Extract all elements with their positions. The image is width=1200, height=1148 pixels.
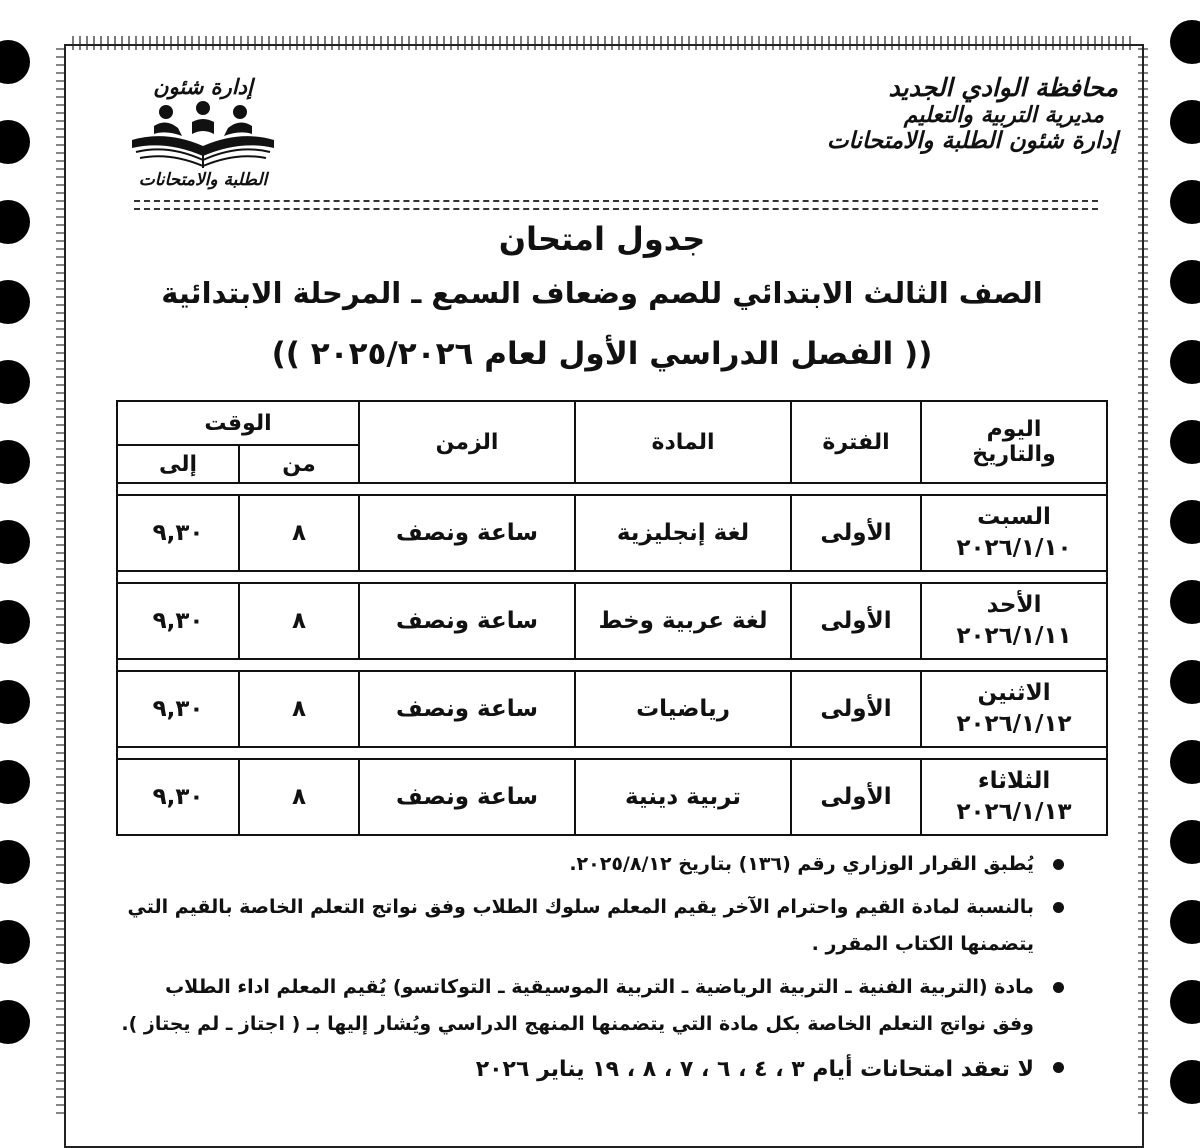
duration-cell: ساعة ونصف [359, 671, 575, 747]
from-time-cell: ٨ [239, 759, 359, 835]
note-item [120, 889, 1068, 963]
perforation-hole [0, 40, 30, 84]
to-time-cell: ٩,٣٠ [117, 495, 239, 571]
from-time-cell: ٨ [239, 583, 359, 659]
duration-cell: ساعة ونصف [359, 495, 575, 571]
divider-line [134, 200, 1098, 202]
perforation-hole [1170, 260, 1200, 304]
period-cell: الأولى [791, 495, 921, 571]
perforation-hole [1170, 100, 1200, 144]
day-date-cell [921, 671, 1107, 747]
day-date-cell [921, 583, 1107, 659]
perforation-hole [1170, 180, 1200, 224]
administration-logo [108, 74, 298, 198]
day-date-cell [921, 759, 1107, 835]
duration-cell: ساعة ونصف [359, 759, 575, 835]
day-name: السبت [977, 503, 1051, 530]
header-subject: المادة [575, 401, 791, 483]
note-text: لا تعقد امتحانات أيام ٣ ، ٤ ، ٦ ، ٧ ، ٨ ، ١٩ يناير ٢٠٢٦ [475, 1057, 1034, 1083]
perforation-hole [1170, 420, 1200, 464]
bullet-icon [1053, 982, 1064, 993]
perforation-hole [1170, 660, 1200, 704]
from-time-cell: ٨ [239, 495, 359, 571]
duration-cell: ساعة ونصف [359, 583, 575, 659]
open-book-icon [126, 100, 280, 172]
directorate-name: مديرية التربية والتعليم [903, 101, 1104, 128]
page-title: جدول امتحان [498, 220, 706, 258]
table-row [117, 759, 1107, 835]
day-name: الأحد [986, 591, 1042, 618]
header-from: من [239, 445, 359, 483]
perforation-hole [0, 440, 30, 484]
table-row [117, 583, 1107, 659]
subject-cell: لغة عربية وخط [575, 583, 791, 659]
bullet-icon [1053, 1062, 1064, 1073]
perforation-hole [1170, 900, 1200, 944]
row-separator [117, 571, 1107, 583]
header-day-label: اليوم [986, 417, 1042, 442]
day-name: الاثنين [977, 679, 1051, 706]
day-date-cell [921, 495, 1107, 571]
to-time-cell: ٩,٣٠ [117, 583, 239, 659]
perforation-hole [0, 840, 30, 884]
note-text: بالنسبة لمادة القيم واحترام الآخر يقيم المعلم سلوك الطلاب وفق نواتج التعلم الخاصة بالقيم التي يتضمنها الكتاب المقرر . [127, 896, 1034, 956]
to-time-cell: ٩,٣٠ [117, 671, 239, 747]
header-duration: الزمن [359, 401, 575, 483]
perforation-hole [0, 1000, 30, 1044]
header-period: الفترة [791, 401, 921, 483]
header-day-date [921, 401, 1107, 483]
separator-cell [117, 483, 1107, 495]
perforation-hole [1170, 20, 1200, 64]
perforation-hole [1170, 340, 1200, 384]
table-row [117, 671, 1107, 747]
exam-date: ٢٠٢٦/١/١٣ [956, 799, 1072, 825]
period-cell: الأولى [791, 759, 921, 835]
governorate-name: محافظة الوادي الجديد [888, 73, 1118, 102]
perforation-hole [1170, 740, 1200, 784]
header-time: الوقت [117, 401, 359, 445]
exam-date: ٢٠٢٦/١/١٢ [956, 711, 1072, 737]
logo-bottom-caption: الطلبة والامتحانات [138, 170, 268, 190]
from-time-cell: ٨ [239, 671, 359, 747]
bullet-icon [1053, 859, 1064, 870]
perforation-hole [0, 120, 30, 164]
perforation-hole [0, 280, 30, 324]
perforation-hole [1170, 820, 1200, 864]
exam-schedule-table [116, 400, 1108, 836]
header-to: إلى [117, 445, 239, 483]
term-title: (( الفصل الدراسي الأول لعام ٢٠٢٥/٢٠٢٦ )) [271, 336, 933, 372]
to-time-cell: ٩,٣٠ [117, 759, 239, 835]
perforation-hole [0, 760, 30, 804]
note-text: مادة (التربية الفنية ـ التربية الرياضية ـ التربية الموسيقية ـ التوكاتسو) يُقيم المعلم اداء الطلاب وفق نواتج التعلم الخاصة بكل مادة التي يتضمنها المنهج الدراسي ويُشار إليها بـ ( اجتاز ـ لم يجتاز ). [121, 976, 1034, 1036]
notes-list [120, 846, 1068, 1098]
separator-cell [117, 659, 1107, 671]
day-name: الثلاثاء [977, 767, 1051, 794]
divider-line [134, 208, 1098, 210]
separator-cell [117, 571, 1107, 583]
subject-cell: رياضيات [575, 671, 791, 747]
perforation-hole [1170, 500, 1200, 544]
perforation-hole [0, 680, 30, 724]
right-perforation [1156, 0, 1200, 1114]
perforation-hole [0, 520, 30, 564]
grade-title: الصف الثالث الابتدائي للصم وضعاف السمع ـ المرحلة الابتدائية [161, 276, 1043, 310]
left-perforation [0, 0, 44, 1114]
separator-cell [117, 747, 1107, 759]
exam-date: ٢٠٢٦/١/١١ [956, 623, 1072, 649]
note-item [120, 1049, 1068, 1092]
logo-top-caption: إدارة شئون [153, 74, 253, 99]
period-cell: الأولى [791, 583, 921, 659]
perforation-hole [0, 360, 30, 404]
bullet-icon [1053, 902, 1064, 913]
perforation-hole [1170, 580, 1200, 624]
row-separator [117, 483, 1107, 495]
period-cell: الأولى [791, 671, 921, 747]
subject-cell: تربية دينية [575, 759, 791, 835]
row-separator [117, 659, 1107, 671]
exam-date: ٢٠٢٦/١/١٠ [956, 535, 1072, 561]
subject-cell: لغة إنجليزية [575, 495, 791, 571]
organization-header [827, 74, 1118, 154]
perforation-hole [1170, 1060, 1200, 1104]
administration-name: إدارة شئون الطلبة والامتحانات [826, 127, 1118, 155]
note-item [120, 969, 1068, 1043]
header-date-label: والتاريخ [972, 442, 1056, 467]
row-separator [117, 747, 1107, 759]
perforation-hole [0, 600, 30, 644]
table-row [117, 495, 1107, 571]
note-item [120, 846, 1068, 883]
note-text: يُطبق القرار الوزاري رقم (١٣٦) بتاريخ ٢٠٢٥/٨/١٢. [569, 853, 1034, 875]
perforation-hole [0, 920, 30, 964]
perforation-hole [0, 200, 30, 244]
perforation-hole [1170, 980, 1200, 1024]
